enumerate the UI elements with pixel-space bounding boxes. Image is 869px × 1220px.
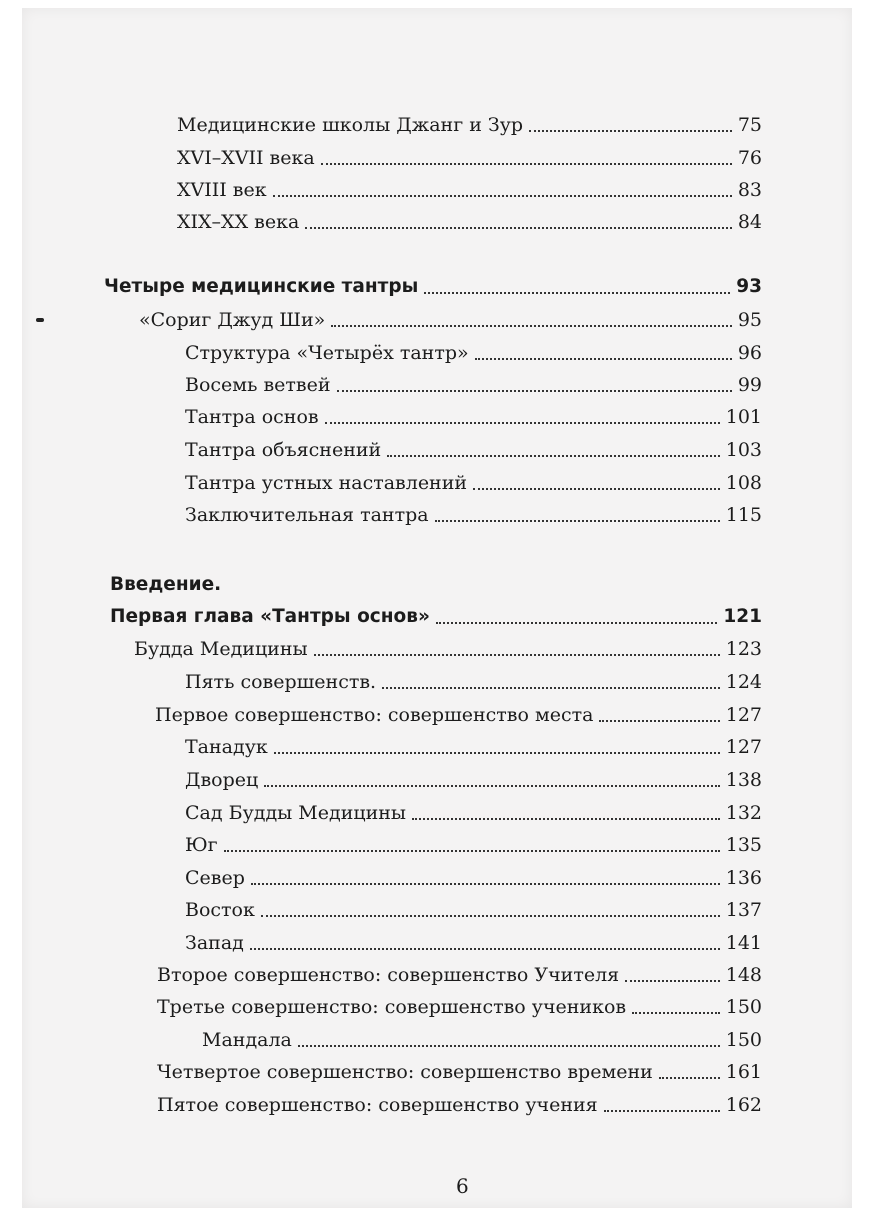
toc-entry-title: Пятое совершенство: совершенство учения	[157, 1094, 598, 1116]
toc-entry-title: Четвертое совершенство: совершенство времени	[157, 1061, 653, 1083]
toc-leader	[250, 948, 720, 950]
toc-section	[110, 566, 221, 598]
toc-leader	[314, 654, 720, 656]
toc-entry	[185, 366, 762, 398]
toc-entry-title: Пять совершенств.	[185, 671, 377, 693]
toc-entry	[157, 988, 762, 1020]
toc-leader	[382, 687, 720, 689]
toc-leader	[435, 520, 720, 522]
toc-entry	[177, 139, 762, 171]
toc-entry-page: 138	[725, 769, 762, 791]
toc-entry-title: Третье совершенство: совершенство учеников	[157, 996, 627, 1018]
toc-entry-page: 103	[725, 439, 762, 461]
toc-leader	[331, 325, 732, 327]
toc-entry-page: 101	[725, 406, 762, 428]
toc-entry	[155, 696, 762, 728]
toc-entry-page: 148	[725, 964, 762, 986]
toc-entry-page: 115	[725, 504, 762, 526]
toc-entry	[157, 956, 762, 988]
toc-entry	[185, 398, 762, 430]
toc-leader	[273, 195, 732, 197]
toc-entry	[185, 859, 762, 891]
toc-leader	[475, 358, 732, 360]
toc-leader	[529, 130, 732, 132]
toc-entry-title: Первое совершенство: совершенство места	[155, 704, 594, 726]
toc-entry	[185, 794, 762, 826]
toc-entry-page: 121	[723, 606, 762, 627]
toc-entry-title: Юг	[185, 834, 218, 856]
toc-entry	[185, 464, 762, 496]
toc-entry-page: 123	[725, 638, 762, 660]
toc-entry-title: Запад	[185, 932, 244, 954]
toc-leader	[321, 163, 732, 165]
toc-entry	[185, 728, 762, 760]
toc-entry	[177, 106, 762, 138]
toc-entry	[185, 924, 762, 956]
toc-entry-page: 150	[725, 1029, 762, 1051]
toc-entry-page: 93	[736, 276, 762, 297]
toc-entry-page: 161	[725, 1061, 762, 1083]
toc-entry	[185, 761, 762, 793]
toc-entry-title: Медицинские школы Джанг и Зур	[177, 114, 524, 136]
toc-entry-title: Север	[185, 867, 245, 889]
toc-entry-page: 136	[725, 867, 762, 889]
toc-entry-page: 124	[725, 671, 762, 693]
toc-leader	[599, 720, 719, 722]
toc-leader	[251, 883, 720, 885]
toc-leader	[604, 1110, 720, 1112]
toc-leader	[261, 915, 720, 917]
toc-entry	[202, 1021, 762, 1053]
toc-entry	[134, 630, 762, 662]
toc-entry-title: Заключительная тантра	[185, 504, 429, 526]
toc-entry-page: 99	[737, 374, 762, 396]
toc-entry	[185, 891, 762, 923]
toc-entry-title: Второе совершенство: совершенство Учителя	[157, 964, 620, 986]
page-number: 6	[456, 1174, 469, 1198]
toc-leader	[424, 292, 730, 294]
toc-entry-title: «Сориг Джуд Ши»	[139, 309, 326, 331]
toc-entry-title: Будда Медицины	[134, 638, 308, 660]
toc-entry-title: Мандала	[202, 1029, 292, 1051]
toc-entry-title: XVI–XVII века	[177, 147, 315, 169]
toc-entry	[185, 431, 762, 463]
toc-entry-page: 76	[737, 147, 762, 169]
toc-leader	[325, 422, 720, 424]
toc-entry-title: Танадук	[185, 736, 268, 758]
toc-entry	[185, 826, 762, 858]
toc-section	[110, 598, 762, 630]
toc-entry-title: Тантра основ	[185, 406, 319, 428]
toc-leader	[387, 455, 720, 457]
toc-leader	[473, 488, 720, 490]
toc-entry	[177, 203, 762, 235]
toc-entry-page: 150	[725, 996, 762, 1018]
toc-section-title: Первая глава «Тантры основ»	[110, 606, 430, 627]
toc-leader	[659, 1077, 720, 1079]
toc-leader	[224, 850, 720, 852]
toc-entry-page: 84	[737, 211, 762, 233]
toc-entry	[157, 1086, 762, 1118]
toc-entry-title: Тантра устных наставлений	[185, 472, 468, 494]
table-of-contents	[22, 8, 852, 1208]
toc-entry-title: Структура «Четырёх тантр»	[185, 342, 469, 364]
toc-entry	[177, 171, 762, 203]
toc-entry-page: 75	[737, 114, 762, 136]
toc-leader	[412, 818, 720, 820]
toc-section	[104, 268, 762, 300]
toc-leader	[625, 980, 720, 982]
toc-entry-page: 96	[737, 342, 762, 364]
toc-entry-page: 83	[737, 179, 762, 201]
toc-entry-title: Дворец	[185, 769, 259, 791]
toc-entry-page: 127	[725, 736, 762, 758]
toc-leader	[337, 390, 732, 392]
toc-entry-page: 108	[725, 472, 762, 494]
toc-leader	[264, 785, 720, 787]
toc-entry	[185, 496, 762, 528]
toc-entry-page: 127	[725, 704, 762, 726]
book-page	[22, 8, 852, 1208]
toc-entry-page: 135	[725, 834, 762, 856]
toc-entry	[157, 1053, 762, 1085]
toc-leader	[298, 1045, 720, 1047]
toc-entry-title: Сад Будды Медицины	[185, 802, 407, 824]
toc-entry	[185, 334, 762, 366]
toc-leader	[632, 1012, 720, 1014]
toc-entry-title: Восток	[185, 899, 255, 921]
toc-entry-page: 95	[737, 309, 762, 331]
toc-entry-title: Восемь ветвей	[185, 374, 331, 396]
toc-entry	[139, 301, 762, 333]
toc-entry-title: Тантра объяснений	[185, 439, 382, 461]
toc-leader	[274, 752, 720, 754]
toc-leader	[305, 227, 732, 229]
toc-entry-page: 162	[725, 1094, 762, 1116]
toc-entry	[185, 663, 762, 695]
toc-entry-page: 137	[725, 899, 762, 921]
toc-leader	[436, 622, 717, 624]
toc-entry-page: 141	[725, 932, 762, 954]
toc-entry-page: 132	[725, 802, 762, 824]
toc-entry-title: XVIII век	[177, 179, 267, 201]
toc-entry-title: XIX–XX века	[177, 211, 300, 233]
toc-section-title: Четыре медицинские тантры	[104, 276, 419, 297]
toc-section-title: Введение.	[110, 574, 222, 595]
